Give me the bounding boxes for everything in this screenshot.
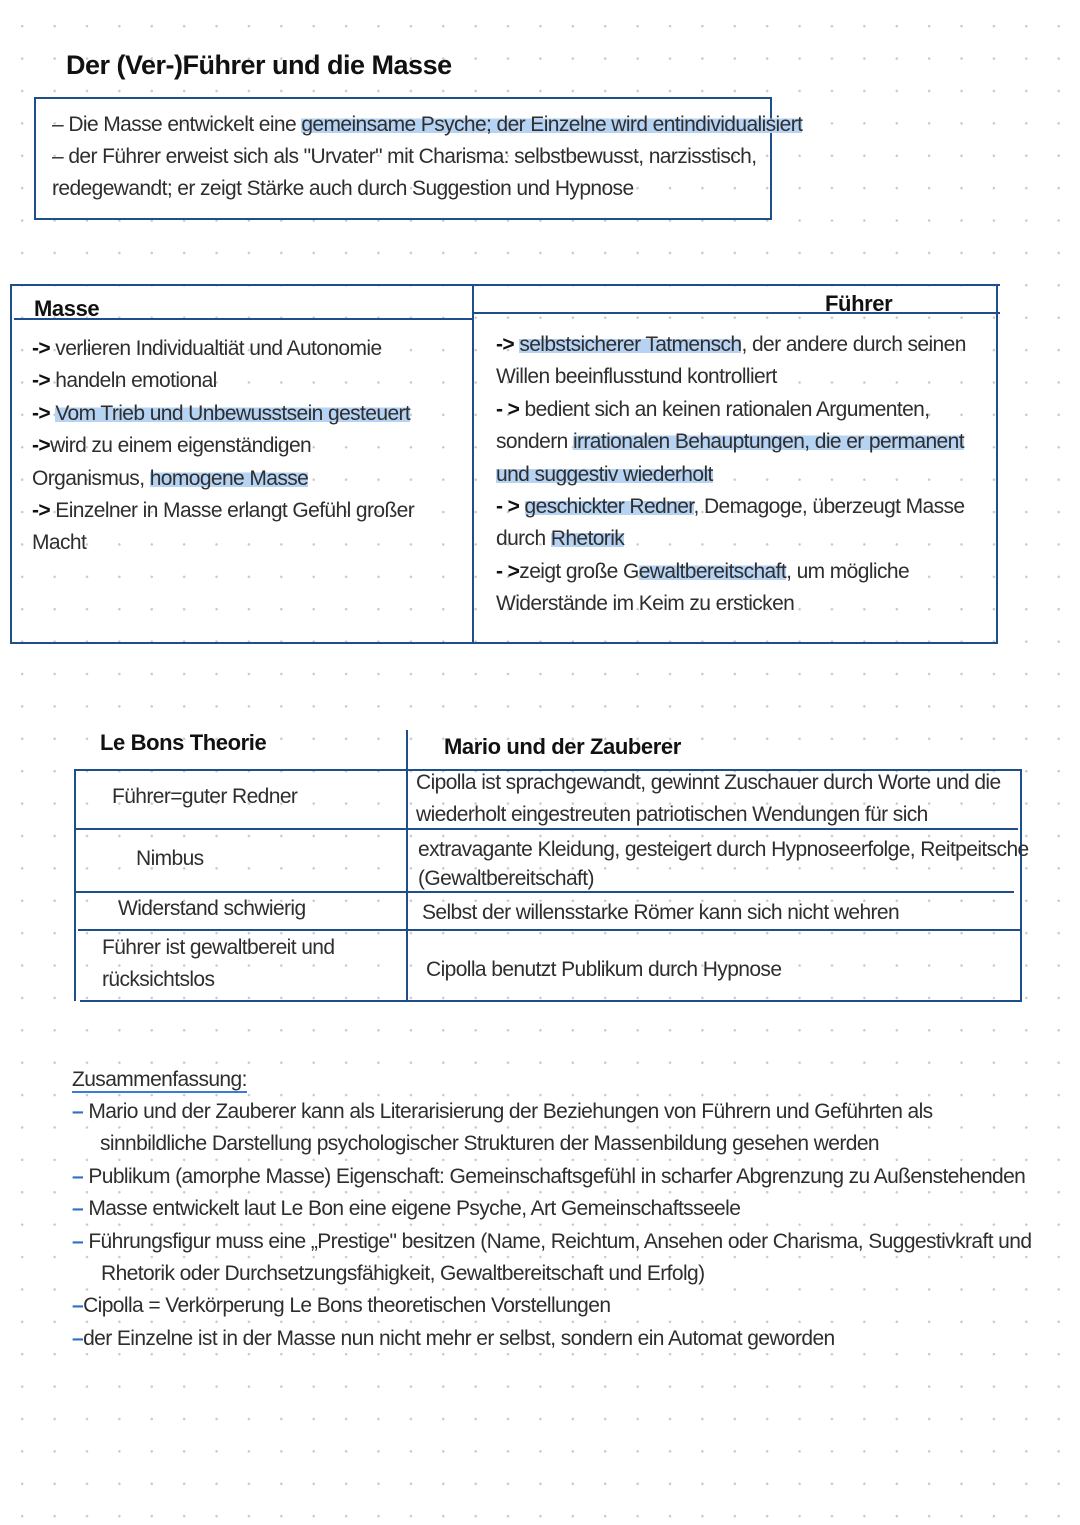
summary-text: Mario und der Zauberer kann als Literarisierung der Beziehungen von Führern und Geführten als bbox=[83, 1100, 933, 1123]
theory-left-cell: Führer=guter Redner bbox=[112, 785, 298, 808]
compare-right-border bbox=[996, 284, 998, 644]
theory-mid-border bbox=[406, 730, 408, 1002]
theory-right-cell: Cipolla benutzt Publikum durch Hypnose bbox=[426, 958, 782, 981]
theory-right-header: Mario und der Zauberer bbox=[444, 734, 681, 759]
fuehrer-item-continuation bbox=[496, 426, 991, 458]
summary-text: Publikum (amorphe Masse) Eigenschaft: Gemeinschaftsgefühl in scharfer Abgrenzung zu Außenstehenden bbox=[83, 1164, 1026, 1188]
arrow-icon: -> bbox=[32, 337, 51, 360]
masse-item bbox=[32, 333, 462, 365]
fuehrer-text: durch bbox=[496, 527, 551, 551]
arrow-icon: -> bbox=[32, 401, 51, 425]
summary-item bbox=[72, 1226, 1062, 1258]
masse-column bbox=[32, 333, 462, 560]
summary-list bbox=[72, 1096, 1062, 1355]
fuehrer-highlight: und suggestiv wiederholt bbox=[496, 462, 713, 486]
summary-item bbox=[72, 1096, 1062, 1128]
fuehrer-item bbox=[496, 491, 991, 523]
masse-highlight: Vom Trieb und Unbewusstsein gesteuert bbox=[55, 401, 411, 425]
masse-item bbox=[32, 398, 462, 430]
theory-right-text: wiederholt eingestreuten patriotischen Wendungen für sich bbox=[416, 803, 928, 826]
summary-item-continuation bbox=[72, 1258, 1062, 1290]
fuehrer-text: sondern bbox=[496, 430, 573, 454]
masse-item-text: verlieren Individualtiät und Autonomie bbox=[50, 337, 382, 360]
masse-header: Masse bbox=[34, 296, 100, 321]
summary-item bbox=[72, 1323, 1062, 1355]
summary-item bbox=[72, 1290, 1062, 1322]
fuehrer-text: zeigt große G bbox=[519, 559, 639, 583]
arrow-icon: - > bbox=[496, 559, 520, 583]
summary-item bbox=[72, 1193, 1062, 1225]
masse-item bbox=[32, 365, 462, 397]
theory-bottom-border bbox=[80, 1000, 1020, 1002]
masse-item bbox=[32, 495, 462, 527]
masse-item-continuation bbox=[32, 463, 462, 495]
fuehrer-highlight: ewaltbereitschaft bbox=[638, 559, 787, 583]
masse-item bbox=[32, 430, 462, 462]
summary-text: Masse entwickelt laut Le Bon eine eigene Psyche, Art Gemeinschaftsseele bbox=[83, 1197, 741, 1221]
intro-line-3: redegewandt; er zeigt Stärke auch durch Suggestion und Hypnose bbox=[52, 177, 634, 200]
summary-text: Cipolla = Verkörperung Le Bons theoretischen Vorstellungen bbox=[83, 1294, 611, 1318]
summary-text: sinnbildliche Darstellung psychologischer Strukturen der Massenbildung gesehen werden bbox=[100, 1132, 879, 1156]
fuehrer-text: , Demagoge, überzeugt Masse bbox=[693, 495, 965, 519]
intro-line-1-text: – Die Masse entwickelt eine bbox=[52, 113, 302, 136]
masse-item-text: Organismus, bbox=[32, 466, 150, 490]
intro-line-1 bbox=[52, 109, 802, 141]
theory-left-text: Führer ist gewaltbereit und bbox=[102, 936, 335, 959]
theory-left-cell: Widerstand schwierig bbox=[118, 897, 306, 920]
fuehrer-item-continuation bbox=[496, 459, 991, 491]
fuehrer-column bbox=[496, 329, 991, 621]
compare-mid-border bbox=[472, 286, 474, 644]
theory-right-text: Cipolla ist sprachgewandt, gewinnt Zuschauer durch Worte und die bbox=[416, 771, 1001, 794]
masse-highlight: homogene Masse bbox=[149, 466, 309, 490]
summary-text: Führungsfigur muss eine „Prestige" besitzen (Name, Reichtum, Ansehen oder Charisma, Suggestivkraft und bbox=[83, 1229, 1032, 1253]
arrow-icon: -> bbox=[496, 333, 515, 356]
theory-right-cell bbox=[416, 767, 1001, 831]
summary-heading bbox=[72, 1064, 247, 1096]
dash-icon: – bbox=[72, 1229, 84, 1253]
masse-item-text: wird zu einem eigenständigen bbox=[50, 434, 312, 458]
fuehrer-text: Willen beeinflusstund kontrolliert bbox=[496, 365, 777, 389]
summary-item bbox=[72, 1161, 1062, 1193]
fuehrer-highlight: geschickter Redner bbox=[524, 495, 694, 519]
dash-icon: – bbox=[72, 1197, 84, 1221]
theory-right-text: extravagante Kleidung, gesteigert durch Hypnoseerfolge, Reitpeitsche bbox=[418, 838, 1029, 861]
arrow-icon: - > bbox=[496, 397, 520, 421]
fuehrer-header: Führer bbox=[825, 291, 893, 316]
summary-item-continuation bbox=[72, 1128, 1062, 1160]
masse-item-text: Einzelner in Masse erlangt Gefühl großer bbox=[50, 499, 415, 523]
theory-right-cell bbox=[418, 834, 1029, 892]
summary-text: der Einzelne ist in der Masse nun nicht mehr er selbst, sondern ein Automat geworden bbox=[83, 1326, 835, 1350]
masse-item-text: handeln emotional bbox=[50, 369, 217, 393]
compare-header-divider-right bbox=[474, 312, 1000, 314]
fuehrer-item bbox=[496, 556, 991, 588]
fuehrer-highlight: Rhetorik bbox=[550, 527, 625, 551]
intro-line-2: – der Führer erweist sich als "Urvater" mit Charisma: selbstbewusst, narzisstisch, bbox=[52, 145, 757, 168]
theory-row-divider-3 bbox=[78, 929, 1022, 931]
masse-item-continuation: Macht bbox=[32, 531, 87, 555]
theory-left-text: rücksichtslos bbox=[102, 968, 215, 991]
summary-heading-text: Zusammenfassung: bbox=[72, 1068, 247, 1091]
summary-text: Rhetorik oder Durchsetzungsfähigkeit, Gewaltbereitschaft und Erfolg) bbox=[101, 1262, 705, 1286]
fuehrer-text: , um mögliche bbox=[786, 559, 910, 583]
dash-icon: – bbox=[72, 1326, 84, 1350]
fuehrer-text: , der andere durch seinen bbox=[741, 333, 966, 356]
arrow-icon: -> bbox=[32, 434, 51, 458]
fuehrer-item-continuation bbox=[496, 523, 991, 555]
dash-icon: – bbox=[72, 1100, 84, 1123]
intro-highlight: gemeinsame Psyche; der Einzelne wird entindividualisiert bbox=[301, 113, 803, 136]
arrow-icon: - > bbox=[496, 495, 520, 519]
theory-left-cell: Nimbus bbox=[136, 847, 204, 870]
theory-right-cell: Selbst der willensstarke Römer kann sich nicht wehren bbox=[422, 901, 900, 924]
arrow-icon: -> bbox=[32, 369, 51, 393]
arrow-icon: -> bbox=[32, 499, 51, 523]
fuehrer-item bbox=[496, 394, 991, 426]
fuehrer-highlight: selbstsicherer Tatmensch bbox=[519, 333, 742, 356]
fuehrer-text: Widerstände im Keim zu ersticken bbox=[496, 592, 795, 616]
compare-bottom-border bbox=[10, 642, 998, 644]
fuehrer-text bbox=[519, 495, 524, 518]
page-title: Der (Ver-)Führer und die Masse bbox=[66, 50, 452, 80]
theory-left-header: Le Bons Theorie bbox=[100, 730, 267, 755]
dash-icon: – bbox=[72, 1294, 84, 1318]
dash-icon: – bbox=[72, 1164, 84, 1188]
compare-top-border bbox=[10, 284, 1000, 286]
theory-right-text: (Gewaltbereitschaft) bbox=[418, 867, 594, 890]
compare-left-border bbox=[10, 284, 12, 644]
fuehrer-item bbox=[496, 329, 991, 361]
theory-left-border bbox=[74, 769, 76, 1001]
fuehrer-highlight: irrationalen Behauptungen, die er permanent bbox=[572, 430, 964, 454]
theory-left-cell bbox=[102, 932, 334, 996]
fuehrer-text: bedient sich an keinen rationalen Argumenten, bbox=[519, 397, 930, 421]
